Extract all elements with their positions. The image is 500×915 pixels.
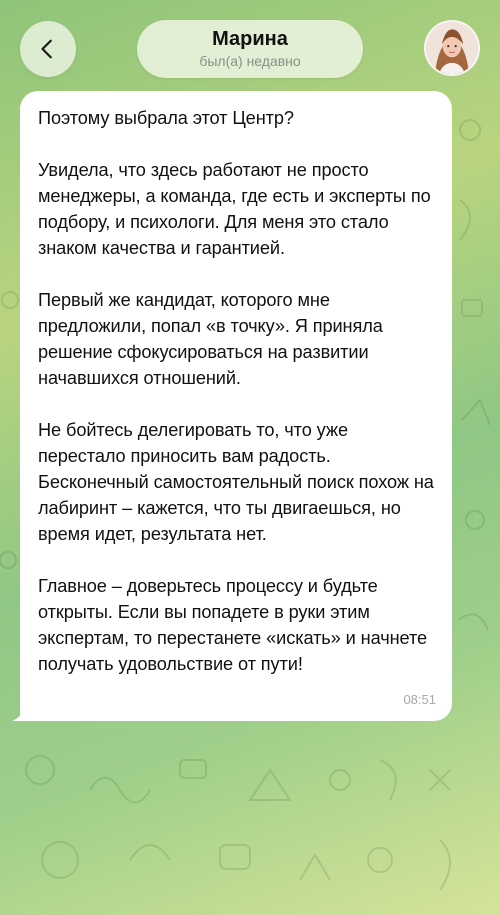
avatar[interactable] <box>424 20 480 76</box>
avatar-photo <box>426 22 478 74</box>
message-text: Поэтому выбрала этот Центр? Увидела, что здесь работают не просто менеджеры, а команда, где есть и эксперты по подбору, и психологи. Для меня это стало знаком качества и гарантией. Первый же кандидат, которого мне предложили, попал «в точку». Я приняла решение сфокусироваться на развитии начавшихся отношений. Не бойтесь делегировать то, что уже перестало приносить вам радость. Бесконечный самостоятельный поиск похож на лабиринт – кажется, что ты двигаешься, но время идет, результата нет. Главное – доверьтесь процессу и будьте открыты. Если вы попадете в руки этим экспертам, то перестанете «искать» и начнете получать удовольствие от пути! <box>38 108 434 674</box>
chat-header <box>0 0 500 90</box>
contact-status: был(а) недавно <box>199 53 301 69</box>
back-button[interactable] <box>20 21 76 77</box>
message-bubble[interactable] <box>20 91 452 721</box>
bubble-tail <box>12 707 32 721</box>
message-time: 08:51 <box>403 692 436 707</box>
chevron-left-icon <box>37 38 59 60</box>
contact-info[interactable] <box>137 20 363 78</box>
contact-name: Марина <box>212 28 288 50</box>
